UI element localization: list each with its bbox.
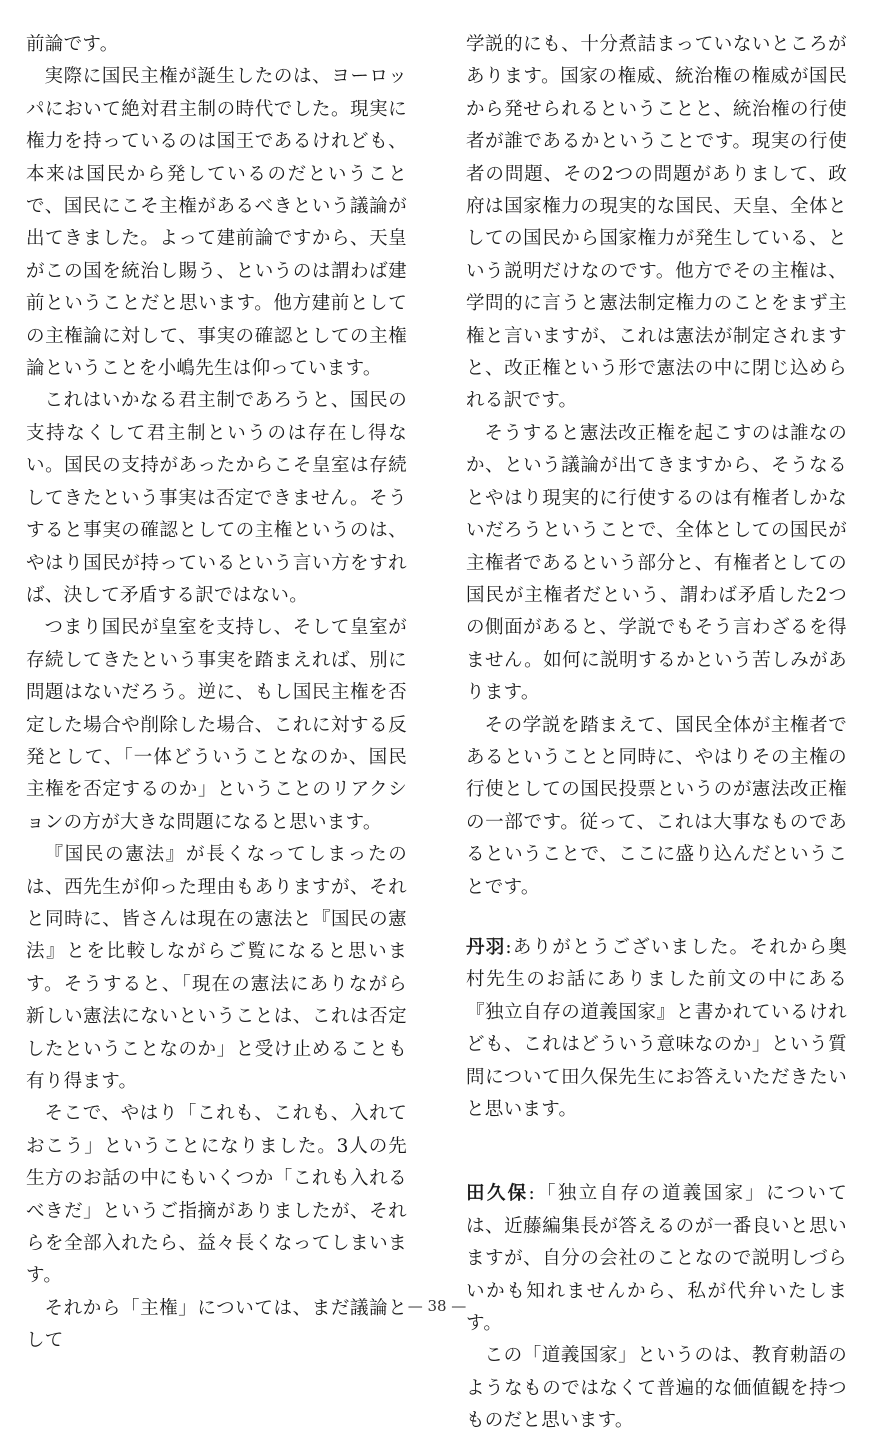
- paragraph: 『国民の憲法』が長くなってしまったのは、西先生が仰った理由もありますが、それと同時に、皆さんは現在の憲法と『国民の憲法』とを比較しながらご覧になると思います。そうすると、「現在の憲法にありながら新しい憲法にないということは、これは否定したということなのか」と受け止めることも有り得ます。: [26, 844, 407, 1092]
- paragraph: その学説を踏まえて、国民全体が主権者であるということと同時に、やはりその主権の行使としての国民投票というのが憲法改正権の一部です。従って、これは大事なものであるということで、ここに盛り込んだということです。: [466, 714, 847, 898]
- speaker-paragraph-takubo: [466, 1178, 847, 1340]
- speaker-name: 丹羽: [466, 936, 506, 958]
- right-column: [466, 29, 847, 1438]
- speaker-name: 田久保: [466, 1183, 529, 1205]
- paragraph: そこで、やはり「これも、これも、入れておこう」ということになりました。3人の先生方のお話の中にもいくつか「これも入れるべきだ」というご指摘がありましたが、それらを全部入れたら、益々長くなってしまいます。: [26, 1103, 407, 1287]
- paragraph: これはいかなる君主制であろうと、国民の支持なくして君主制というのは存在し得ない。国民の支持があったからこそ皇室は存続してきたという事実は否定できません。そうすると事実の確認としての主権というのは、やはり国民が持っているという言い方をすれば、決して矛盾する訳ではない。: [26, 390, 407, 606]
- left-column: [26, 29, 407, 1358]
- paragraph: 学説的にも、十分煮詰まっていないところがあります。国家の権威、統治権の権威が国民から発せられるということと、統治権の行使者が誰であるかということです。現実の行使者の問題、その2つの問題がありまして、政府は国家権力の現実的な国民、天皇、全体としての国民から国家権力が発生している、という説明だけなのです。他方でその主権は、学問的に言うと憲法制定権力のことをまず主権と言いますが、これは憲法が制定されますと、改正権という形で憲法の中に閉じ込められる訳です。: [466, 34, 847, 412]
- paragraph: つまり国民が皇室を支持し、そして皇室が存続してきたという事実を踏まえれば、別に問題はないだろう。逆に、もし国民主権を否定した場合や削除した場合、これに対する反発として、「一体どういうことなのか、国民主権を否定するのか」ということのリアクションの方が大きな問題になると思います。: [26, 617, 407, 833]
- paragraph: 前論です。: [26, 34, 119, 55]
- paragraph: それから「主権」については、まだ議論として: [26, 1297, 407, 1352]
- speaker-text: :ありがとうございました。それから奥村先生のお話にありました前文の中にある『独立自存の道義国家』と書かれているけれども、これはどういう意味なのか」という質問について田久保先生にお答えいただきたいと思います。: [466, 936, 847, 1120]
- page-number: — 38 —: [407, 1297, 467, 1315]
- speaker-paragraph-niwa: [466, 932, 847, 1126]
- speaker-text: :「独立自存の道義国家」については、近藤編集長が答えるのが一番良いと思いますが、自分の会社のことなので説明しづらいかも知れませんから、私が代弁いたします。: [466, 1183, 848, 1335]
- paragraph: 実際に国民主権が誕生したのは、ヨーロッパにおいて絶対君主制の時代でした。現実に権力を持っているのは国王であるけれども、本来は国民から発しているのだということで、国民にこそ主権があるべきという議論が出てきました。よって建前論ですから、天皇がこの国を統治し賜う、というのは謂わば建前ということだと思います。他方建前としての主権論に対して、事実の確認としての主権論ということを小嶋先生は仰っています。: [26, 66, 407, 380]
- paragraph: そうすると憲法改正権を起こすのは誰なのか、という議論が出てきますから、そうなるとやはり現実的に行使するのは有権者しかないだろうということで、全体としての国民が主権者であるという部分と、有権者としての国民が主権者だという、謂わば矛盾した2つの側面があると、学説でもそう言わざるを得ません。如何に説明するかという苦しみがあります。: [466, 422, 847, 704]
- paragraph: この「道義国家」というのは、教育勅語のようなものではなくて普遍的な価値観を持つものだと思います。: [466, 1345, 847, 1432]
